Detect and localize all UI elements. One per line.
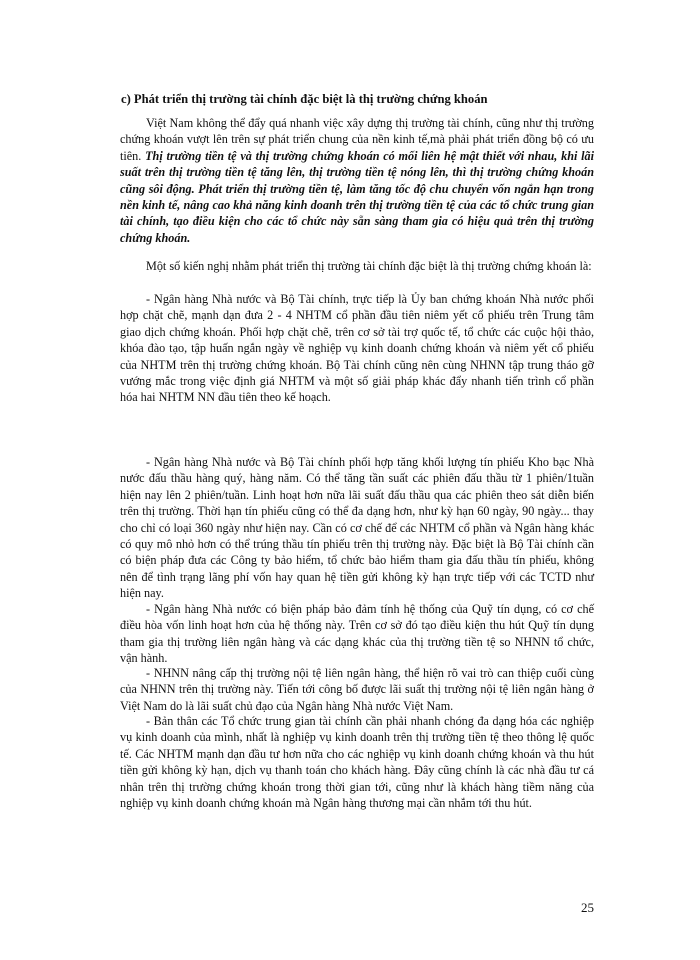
paragraph-intro (120, 115, 594, 246)
paragraph-intro-lead: Việt Nam không thể đẩy quá nhanh việc xây dựng thị trường tài chính, cũng như thị trường chứng khoán vượt lên trên sự phát triển chung của nền kinh tế,mà phải phát triển đồng bộ có ưu tiên. (120, 116, 594, 163)
paragraph-recommendations-intro: Một số kiến nghị nhằm phát triển thị trường tài chính đặc biệt là thị trường chứng khoán là: (146, 259, 592, 273)
paragraph-recommendation-3: - Ngân hàng Nhà nước có biện pháp bảo đảm tính hệ thống của Quỹ tín dụng, có cơ chế điều hòa vốn linh hoạt hơn của hệ thống này. Trên cơ sở đó tạo điều kiện thu hút Quỹ tín dụng tham gia thị trường liên ngân hàng và các dạng khác của thị trường tiền tệ so NHNN tổ chức, vận hành. (120, 602, 594, 666)
paragraph-recommendation-1: - Ngân hàng Nhà nước và Bộ Tài chính, trực tiếp là Ủy ban chứng khoán Nhà nước phối hợp chặt chẽ, mạnh dạn đưa 2 - 4 NHTM cổ phần đầu tiên niêm yết cổ phiếu trên Trung tâm giao dịch chứng khoán. Phối hợp chặt chẽ, trên cơ sở tài trợ quốc tế, tổ chức các cuộc hội thảo, khóa đào tạo, tập huấn ngắn ngày về nghiệp vụ kinh doanh chứng khoán và niêm yết cổ phiếu của NHTM trên thị trường chứng khoán. Bộ Tài chính cũng nên cùng NHNN tập trung tháo gỡ vướng mắc trong việc định giá NHTM và một số giải pháp khác đẩy nhanh tiến trình cổ phần hóa hai NHTM NN đầu tiên theo kế hoạch. (120, 292, 594, 405)
paragraph-recommendation-5: - Bản thân các Tổ chức trung gian tài chính cần phải nhanh chóng đa dạng hóa các nghiệp vụ kinh doanh của mình, nhất là nghiệp vụ kinh doanh trên thị trường tiền tệ theo thông lệ quốc tế. Các NHTM mạnh dạn đầu tư hơn nữa cho các nghiệp vụ kinh doanh chứng khoán và thu hút tiền gửi không kỳ hạn, dịch vụ thanh toán cho khách hàng. Đây cũng chính là các nhà đầu tư cá nhân trên thị trường chứng khoán trong thời gian tới, cũng như là khách hàng tiềm năng của nghiệp vụ kinh doanh chứng khoán mà Ngân hàng thương mại cần nhắm tới thu hút. (120, 714, 594, 811)
paragraph-recommendation-2: - Ngân hàng Nhà nước và Bộ Tài chính phối hợp tăng khối lượng tín phiếu Kho bạc Nhà nước đấu thầu hàng quý, hàng năm. Có thể tăng tần suất các phiên đấu thầu từ 1 phiên/1tuần hiện nay lên 2 phiên/tuần. Linh hoạt hơn nữa lãi suất đấu thầu qua các phiên theo sát diễn biến trên thị trường. Thời hạn tín phiếu cũng có thể đa dạng hơn, như kỳ hạn 60 ngày, 90 ngày... thay cho chỉ có loại 360 ngày như hiện nay. Cần có cơ chế để các NHTM cổ phần và Ngân hàng khác có quy mô nhỏ hơn có thể trúng thầu tín phiếu trên thị trường này. Đặc biệt là Bộ Tài chính cần có biện pháp đưa các Công ty bảo hiểm, tổ chức bảo hiểm tham gia đấu thầu tín phiếu, không nên để tình trạng lãng phí vốn hay quan hệ tiền gửi không kỳ hạn trực tiếp với các TCTD như hiện nay. (120, 455, 594, 601)
section-heading: c) Phát triển thị trường tài chính đặc biệt là thị trường chứng khoán (121, 92, 488, 106)
paragraph-intro-emphasis: Thị trường tiền tệ và thị trường chứng khoán có mối liên hệ mật thiết với nhau, khi lãi suất trên thị trường tiền tệ tăng lên, thị trường tiền tệ nóng lên, thì thị trường chứng khoán cũng sôi động. Phát triển thị trường tiền tệ, làm tăng tốc độ chu chuyển vốn ngắn hạn trong nền kinh tế, nâng cao khả năng kinh doanh trên thị trường tiền tệ của các tổ chức trung gian tài chính, tạo điều kiện cho các tổ chức này sẵn sàng tham gia có hiệu quả trên thị trường chứng khoán. (120, 148, 594, 245)
paragraph-recommendation-4: - NHNN nâng cấp thị trường nội tệ liên ngân hàng, thể hiện rõ vai trò can thiệp cuối cùng của NHNN trên thị trường này. Tiến tới công bố được lãi suất thị trường nội tệ liên ngân hàng ở Việt Nam do là lãi suất chủ đạo của Ngân hàng Nhà nước Việt Nam. (120, 666, 594, 713)
page-number: 25 (581, 900, 594, 915)
